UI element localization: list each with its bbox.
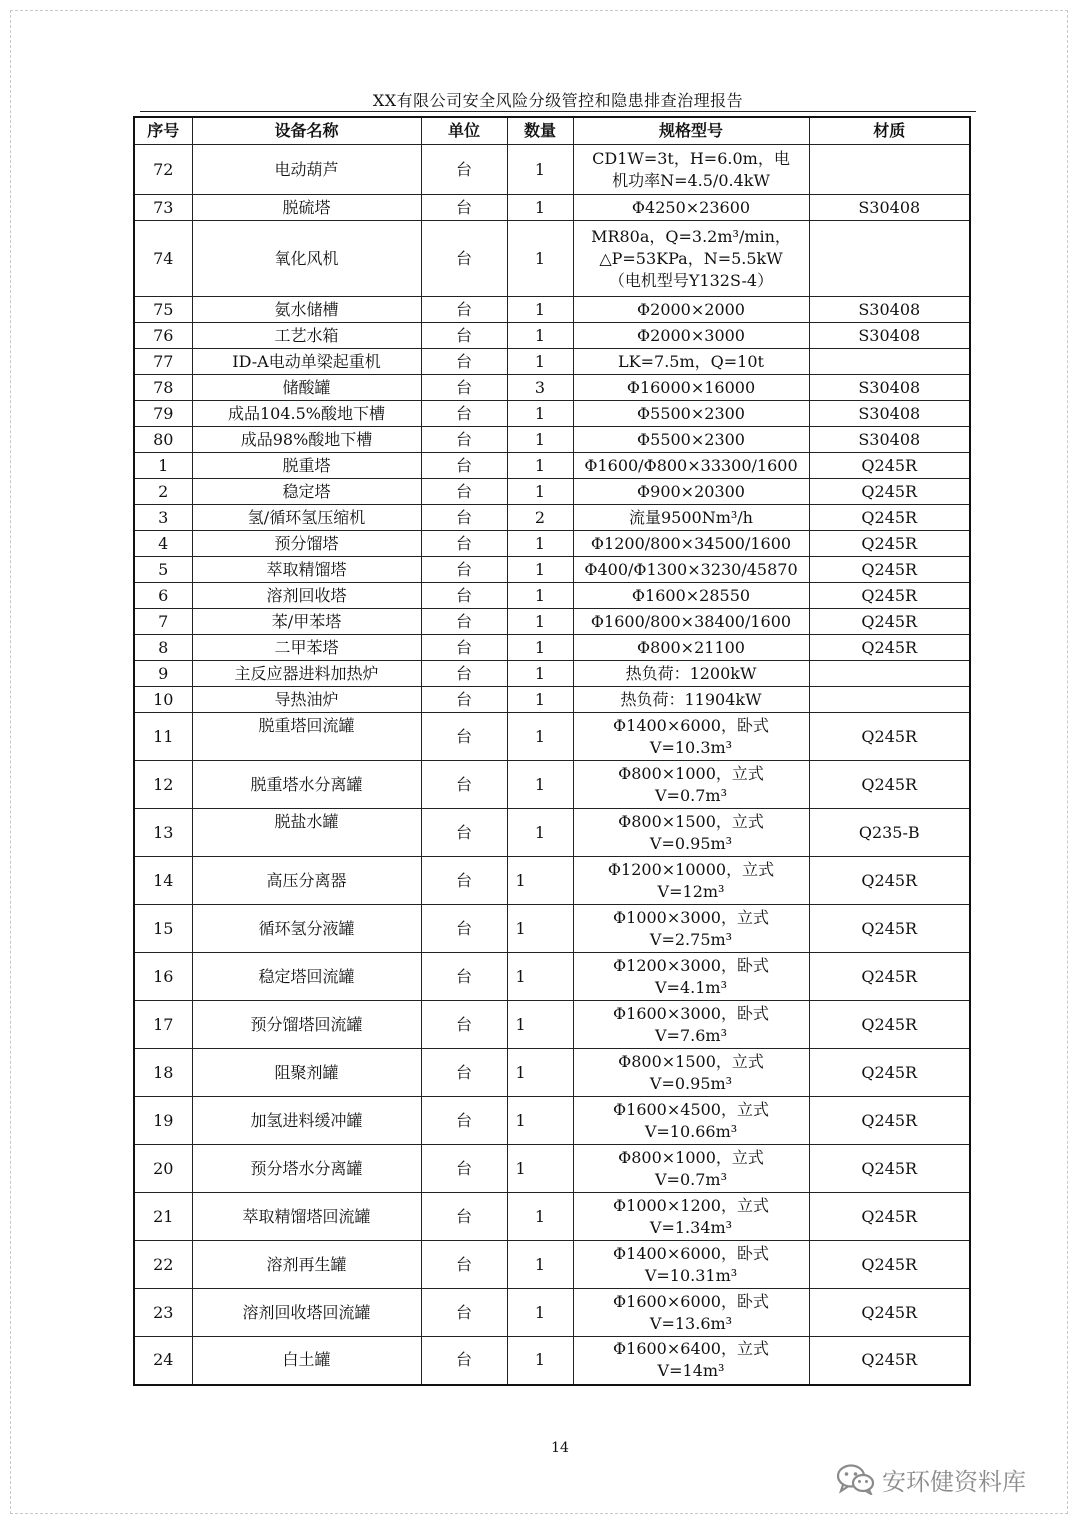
material: Q245R <box>809 453 970 479</box>
table-row <box>134 479 970 505</box>
material: Q245R <box>809 1049 970 1097</box>
equipment-name: 预分馏塔 <box>192 531 421 557</box>
watermark <box>836 1462 1026 1496</box>
row-number: 79 <box>134 401 192 427</box>
equipment-name: 工艺水箱 <box>192 323 421 349</box>
spec-line: 流量9500Nm³/h <box>628 507 753 527</box>
row-number: 78 <box>134 375 192 401</box>
material: S30408 <box>809 195 970 221</box>
table-row <box>134 401 970 427</box>
specification <box>573 505 809 531</box>
table-row <box>134 809 970 857</box>
column-header-unit: 单位 <box>421 117 507 145</box>
equipment-name: 储酸罐 <box>192 375 421 401</box>
equipment-name: 二甲苯塔 <box>192 635 421 661</box>
equipment-name: 溶剂再生罐 <box>192 1241 421 1289</box>
spec-line: 热负荷：11904kW <box>620 689 762 709</box>
unit: 台 <box>421 1097 507 1145</box>
table-row <box>134 349 970 375</box>
spec-line: Φ900×20300 <box>637 481 745 501</box>
material: Q245R <box>809 1097 970 1145</box>
spec-line: （电机型号Y132S-4） <box>608 270 774 290</box>
row-number: 14 <box>134 857 192 905</box>
specification <box>573 953 809 1001</box>
row-number: 74 <box>134 221 192 297</box>
column-header-material: 材质 <box>809 117 970 145</box>
specification <box>573 1049 809 1097</box>
unit: 台 <box>421 401 507 427</box>
spec-line: Φ1200/800×34500/1600 <box>590 533 792 553</box>
quantity: 1 <box>507 453 573 479</box>
specification <box>573 221 809 297</box>
specification <box>573 761 809 809</box>
table-row <box>134 531 970 557</box>
row-number: 23 <box>134 1289 192 1337</box>
quantity: 1 <box>507 297 573 323</box>
equipment-name: 萃取精馏塔 <box>192 557 421 583</box>
equipment-name: 导热油炉 <box>192 687 421 713</box>
row-number: 16 <box>134 953 192 1001</box>
row-number: 17 <box>134 1001 192 1049</box>
material: S30408 <box>809 297 970 323</box>
unit: 台 <box>421 857 507 905</box>
quantity: 1 <box>507 1145 573 1193</box>
material: Q245R <box>809 505 970 531</box>
table-row <box>134 1337 970 1385</box>
spec-line: V=0.95m³ <box>649 833 733 853</box>
material: Q245R <box>809 531 970 557</box>
table-body <box>134 145 970 1385</box>
spec-line: Φ1600×3000，卧式 <box>613 1003 769 1023</box>
unit: 台 <box>421 195 507 221</box>
spec-line: Φ400/Φ1300×3230/45870 <box>584 559 798 579</box>
quantity: 1 <box>507 661 573 687</box>
wechat-icon <box>836 1463 876 1495</box>
quantity: 1 <box>507 583 573 609</box>
material <box>809 349 970 375</box>
unit: 台 <box>421 297 507 323</box>
specification <box>573 453 809 479</box>
equipment-name: 脱盐水罐 <box>192 809 421 857</box>
specification <box>573 323 809 349</box>
quantity: 1 <box>507 609 573 635</box>
column-header-no: 序号 <box>134 117 192 145</box>
material: S30408 <box>809 401 970 427</box>
equipment-name: 稳定塔 <box>192 479 421 505</box>
spec-line: CD1W=3t，H=6.0m，电 <box>592 148 790 168</box>
material: Q245R <box>809 557 970 583</box>
material: Q245R <box>809 1337 970 1385</box>
equipment-name: 脱重塔回流罐 <box>192 713 421 761</box>
page-number: 14 <box>551 1440 569 1456</box>
document-header-title: XX有限公司安全风险分级管控和隐患排查治理报告 <box>372 91 744 110</box>
unit: 台 <box>421 375 507 401</box>
quantity: 1 <box>507 1049 573 1097</box>
table-row <box>134 375 970 401</box>
unit: 台 <box>421 1241 507 1289</box>
spec-line: V=10.66m³ <box>644 1121 738 1141</box>
material <box>809 661 970 687</box>
specification <box>573 809 809 857</box>
unit: 台 <box>421 661 507 687</box>
quantity: 3 <box>507 375 573 401</box>
material: S30408 <box>809 323 970 349</box>
table-header-row <box>134 117 970 145</box>
quantity: 1 <box>507 687 573 713</box>
table-row <box>134 761 970 809</box>
spec-line: V=0.7m³ <box>655 1169 727 1189</box>
spec-line: 机功率N=4.5/0.4kW <box>612 170 770 190</box>
table-row <box>134 609 970 635</box>
spec-line: Φ2000×2000 <box>637 299 745 319</box>
unit: 台 <box>421 635 507 661</box>
table-row <box>134 145 970 195</box>
material <box>809 145 970 195</box>
spec-line: Φ1000×1200，立式 <box>613 1195 769 1215</box>
unit: 台 <box>421 1337 507 1385</box>
material: Q245R <box>809 761 970 809</box>
material: Q245R <box>809 905 970 953</box>
equipment-name: 脱硫塔 <box>192 195 421 221</box>
specification <box>573 661 809 687</box>
table-row <box>134 635 970 661</box>
quantity: 1 <box>507 713 573 761</box>
unit: 台 <box>421 1145 507 1193</box>
specification <box>573 1193 809 1241</box>
spec-line: Φ1600×28550 <box>631 585 751 605</box>
table-row <box>134 195 970 221</box>
specification <box>573 1289 809 1337</box>
material: Q245R <box>809 1001 970 1049</box>
spec-line: Φ16000×16000 <box>626 377 756 397</box>
material: S30408 <box>809 427 970 453</box>
specification <box>573 1001 809 1049</box>
row-number: 18 <box>134 1049 192 1097</box>
specification <box>573 297 809 323</box>
quantity: 1 <box>507 1337 573 1385</box>
spec-line: Φ1200×10000，立式 <box>607 859 775 879</box>
quantity: 1 <box>507 531 573 557</box>
material: S30408 <box>809 375 970 401</box>
unit: 台 <box>421 453 507 479</box>
row-number: 21 <box>134 1193 192 1241</box>
unit: 台 <box>421 583 507 609</box>
spec-line: Φ1400×6000，卧式 <box>613 715 769 735</box>
specification <box>573 427 809 453</box>
table-row <box>134 453 970 479</box>
material: Q245R <box>809 1241 970 1289</box>
table-row <box>134 661 970 687</box>
unit: 台 <box>421 953 507 1001</box>
quantity: 1 <box>507 401 573 427</box>
spec-line: V=14m³ <box>657 1361 725 1381</box>
unit: 台 <box>421 809 507 857</box>
spec-line: V=0.95m³ <box>649 1073 733 1093</box>
material: Q245R <box>809 953 970 1001</box>
table-row <box>134 427 970 453</box>
column-header-spec: 规格型号 <box>573 117 809 145</box>
unit: 台 <box>421 1049 507 1097</box>
spec-line: V=7.6m³ <box>655 1025 727 1045</box>
spec-line: Φ5500×2300 <box>637 429 745 449</box>
specification <box>573 713 809 761</box>
quantity: 1 <box>507 1289 573 1337</box>
material: Q235-B <box>809 809 970 857</box>
equipment-name: 稳定塔回流罐 <box>192 953 421 1001</box>
spec-line: V=13.6m³ <box>649 1313 733 1333</box>
specification <box>573 635 809 661</box>
equipment-name: 预分馏塔回流罐 <box>192 1001 421 1049</box>
table-row <box>134 857 970 905</box>
unit: 台 <box>421 1001 507 1049</box>
spec-line: Φ800×1500，立式 <box>618 811 764 831</box>
row-number: 2 <box>134 479 192 505</box>
table-row <box>134 1145 970 1193</box>
quantity: 1 <box>507 761 573 809</box>
quantity: 1 <box>507 221 573 297</box>
row-number: 4 <box>134 531 192 557</box>
row-number: 24 <box>134 1337 192 1385</box>
unit: 台 <box>421 349 507 375</box>
quantity: 1 <box>507 145 573 195</box>
table-row <box>134 505 970 531</box>
specification <box>573 479 809 505</box>
unit: 台 <box>421 427 507 453</box>
material <box>809 221 970 297</box>
table-row <box>134 1241 970 1289</box>
equipment-name: 白土罐 <box>192 1337 421 1385</box>
specification <box>573 375 809 401</box>
row-number: 22 <box>134 1241 192 1289</box>
spec-line: 热负荷：1200kW <box>625 663 757 683</box>
quantity: 1 <box>507 349 573 375</box>
spec-line: LK=7.5m，Q=10t <box>618 351 764 371</box>
equipment-name: 成品104.5%酸地下槽 <box>192 401 421 427</box>
row-number: 1 <box>134 453 192 479</box>
spec-line: V=12m³ <box>657 881 725 901</box>
specification <box>573 1241 809 1289</box>
quantity: 1 <box>507 479 573 505</box>
equipment-name: 氢/循环氢压缩机 <box>192 505 421 531</box>
spec-line: Φ1200×3000，卧式 <box>613 955 769 975</box>
spec-line: V=10.3m³ <box>649 737 733 757</box>
quantity: 1 <box>507 427 573 453</box>
spec-line: Φ1600×4500，立式 <box>613 1099 769 1119</box>
specification <box>573 531 809 557</box>
material: Q245R <box>809 635 970 661</box>
specification <box>573 857 809 905</box>
equipment-name: 加氢进料缓冲罐 <box>192 1097 421 1145</box>
row-number: 7 <box>134 609 192 635</box>
row-number: 20 <box>134 1145 192 1193</box>
spec-line: Φ2000×3000 <box>637 325 745 345</box>
table-row <box>134 557 970 583</box>
specification <box>573 557 809 583</box>
equipment-name: 循环氢分液罐 <box>192 905 421 953</box>
material: Q245R <box>809 583 970 609</box>
specification <box>573 349 809 375</box>
row-number: 15 <box>134 905 192 953</box>
equipment-name: 电动葫芦 <box>192 145 421 195</box>
quantity: 1 <box>507 323 573 349</box>
specification <box>573 1097 809 1145</box>
specification <box>573 905 809 953</box>
row-number: 12 <box>134 761 192 809</box>
specification <box>573 583 809 609</box>
specification <box>573 195 809 221</box>
table-row <box>134 583 970 609</box>
watermark-text: 安环健资料库 <box>882 1467 1026 1496</box>
row-number: 9 <box>134 661 192 687</box>
table-row <box>134 1001 970 1049</box>
row-number: 8 <box>134 635 192 661</box>
quantity: 1 <box>507 857 573 905</box>
quantity: 1 <box>507 1193 573 1241</box>
row-number: 13 <box>134 809 192 857</box>
specification <box>573 687 809 713</box>
table-row <box>134 1049 970 1097</box>
row-number: 80 <box>134 427 192 453</box>
unit: 台 <box>421 145 507 195</box>
spec-line: Φ800×1000，立式 <box>618 1147 764 1167</box>
table-row <box>134 953 970 1001</box>
row-number: 76 <box>134 323 192 349</box>
spec-line: MR80a，Q=3.2m³/min， <box>591 226 791 246</box>
specification <box>573 1337 809 1385</box>
unit: 台 <box>421 221 507 297</box>
spec-line: Φ1400×6000，卧式 <box>613 1243 769 1263</box>
specification <box>573 1145 809 1193</box>
equipment-name: 苯/甲苯塔 <box>192 609 421 635</box>
quantity: 1 <box>507 1001 573 1049</box>
equipment-name: ID-A电动单梁起重机 <box>192 349 421 375</box>
spec-line: Φ1600/800×38400/1600 <box>590 611 792 631</box>
quantity: 1 <box>507 905 573 953</box>
table-row <box>134 713 970 761</box>
unit: 台 <box>421 531 507 557</box>
table-row <box>134 297 970 323</box>
equipment-name: 阻聚剂罐 <box>192 1049 421 1097</box>
row-number: 3 <box>134 505 192 531</box>
equipment-name: 脱重塔 <box>192 453 421 479</box>
material: Q245R <box>809 479 970 505</box>
material: Q245R <box>809 857 970 905</box>
equipment-name: 溶剂回收塔回流罐 <box>192 1289 421 1337</box>
row-number: 6 <box>134 583 192 609</box>
spec-line: Φ1600/Φ800×33300/1600 <box>584 455 798 475</box>
unit: 台 <box>421 479 507 505</box>
unit: 台 <box>421 609 507 635</box>
row-number: 10 <box>134 687 192 713</box>
unit: 台 <box>421 713 507 761</box>
equipment-name: 溶剂回收塔 <box>192 583 421 609</box>
material: Q245R <box>809 713 970 761</box>
specification <box>573 401 809 427</box>
equipment-table <box>133 116 971 1386</box>
equipment-name: 主反应器进料加热炉 <box>192 661 421 687</box>
unit: 台 <box>421 687 507 713</box>
specification <box>573 609 809 635</box>
unit: 台 <box>421 505 507 531</box>
column-header-name: 设备名称 <box>192 117 421 145</box>
table-row <box>134 323 970 349</box>
spec-line: Φ1600×6000，卧式 <box>613 1291 769 1311</box>
unit: 台 <box>421 905 507 953</box>
table-row <box>134 1193 970 1241</box>
table-row <box>134 687 970 713</box>
column-header-qty: 数量 <box>507 117 573 145</box>
spec-line: Φ800×1500，立式 <box>618 1051 764 1071</box>
quantity: 1 <box>507 953 573 1001</box>
spec-line: V=4.1m³ <box>655 977 727 997</box>
equipment-name: 成品98%酸地下槽 <box>192 427 421 453</box>
quantity: 1 <box>507 1097 573 1145</box>
quantity: 1 <box>507 557 573 583</box>
spec-line: V=0.7m³ <box>655 785 727 805</box>
material <box>809 687 970 713</box>
unit: 台 <box>421 1289 507 1337</box>
material: Q245R <box>809 1193 970 1241</box>
unit: 台 <box>421 761 507 809</box>
spec-line: Φ800×21100 <box>637 637 745 657</box>
equipment-name: 预分塔水分离罐 <box>192 1145 421 1193</box>
equipment-name: 高压分离器 <box>192 857 421 905</box>
row-number: 11 <box>134 713 192 761</box>
equipment-name: 萃取精馏塔回流罐 <box>192 1193 421 1241</box>
spec-line: Φ1600×6400，立式 <box>613 1339 769 1359</box>
material: Q245R <box>809 1289 970 1337</box>
quantity: 1 <box>507 1241 573 1289</box>
row-number: 77 <box>134 349 192 375</box>
unit: 台 <box>421 557 507 583</box>
quantity: 1 <box>507 195 573 221</box>
row-number: 73 <box>134 195 192 221</box>
material: Q245R <box>809 609 970 635</box>
spec-line: Φ5500×2300 <box>637 403 745 423</box>
quantity: 2 <box>507 505 573 531</box>
row-number: 72 <box>134 145 192 195</box>
equipment-name: 脱重塔水分离罐 <box>192 761 421 809</box>
spec-line: Φ4250×23600 <box>631 197 751 217</box>
spec-line: △P=53KPa，N=5.5kW <box>599 248 783 268</box>
equipment-name: 氧化风机 <box>192 221 421 297</box>
quantity: 1 <box>507 809 573 857</box>
spec-line: Φ800×1000，立式 <box>618 763 764 783</box>
row-number: 75 <box>134 297 192 323</box>
header-rule <box>140 111 976 112</box>
row-number: 5 <box>134 557 192 583</box>
unit: 台 <box>421 323 507 349</box>
specification <box>573 145 809 195</box>
spec-line: V=2.75m³ <box>649 929 733 949</box>
table-row <box>134 221 970 297</box>
spec-line: V=1.34m³ <box>649 1217 733 1237</box>
spec-line: Φ1000×3000，立式 <box>613 907 769 927</box>
material: Q245R <box>809 1145 970 1193</box>
equipment-name: 氨水储槽 <box>192 297 421 323</box>
table-row <box>134 905 970 953</box>
table-row <box>134 1289 970 1337</box>
quantity: 1 <box>507 635 573 661</box>
row-number: 19 <box>134 1097 192 1145</box>
spec-line: V=10.31m³ <box>644 1265 738 1285</box>
table-row <box>134 1097 970 1145</box>
unit: 台 <box>421 1193 507 1241</box>
